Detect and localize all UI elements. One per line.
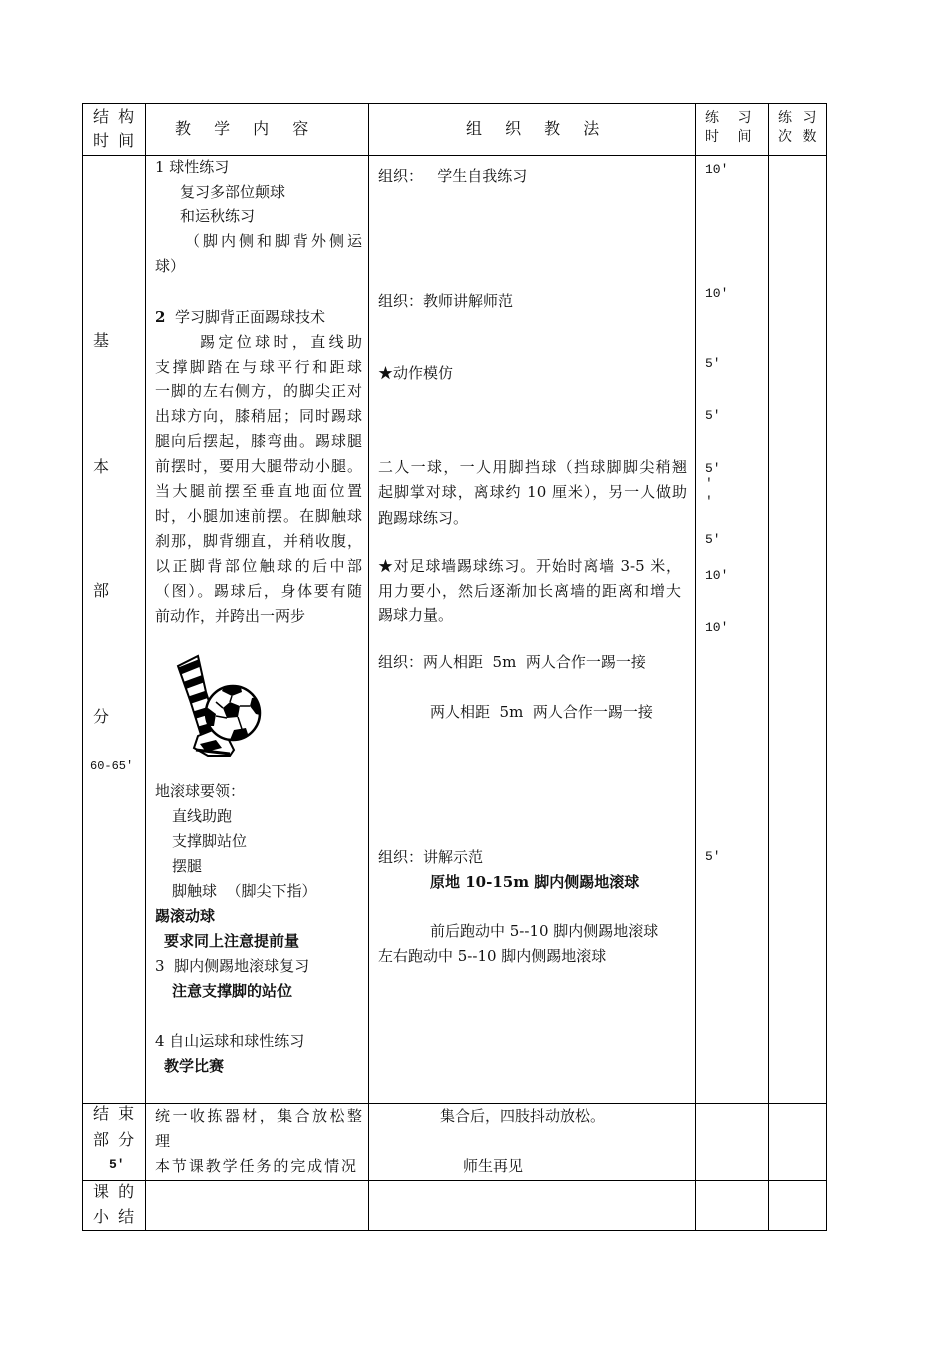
method-line: 组织：教师讲解师范 [378, 292, 514, 310]
row-divider [82, 1103, 826, 1104]
content-line: 球） [155, 257, 186, 275]
content-line: 刹那，脚背绷直，并稍收腹， [155, 532, 362, 550]
content-line: 前摆时，要用大腿带动小腿。 [155, 457, 362, 475]
method-line: 踢球力量。 [378, 606, 454, 624]
header-structure-line: 结 构 [93, 107, 137, 126]
section-char: 基 [93, 331, 110, 350]
content-line: 踢滚动球 [155, 907, 216, 925]
content-line: 4 自山运球和球性练习 [155, 1032, 305, 1050]
method-line: 组织：两人相距 5m 两人合作一踢一接 [378, 653, 646, 671]
header-practice-time-line: 时 间 [705, 129, 759, 145]
content-line: 前动作，并跨出一两步 [155, 607, 306, 625]
column-divider [695, 103, 696, 1230]
practice-time: 5′ [705, 849, 721, 864]
ending-duration: 5′ [109, 1157, 125, 1172]
section-char: 部 [93, 581, 110, 600]
practice-time: 10′ [705, 568, 729, 583]
content-line: 复习多部位颠球 [180, 183, 286, 201]
column-divider [368, 103, 369, 1230]
practice-time: 10′ [705, 620, 729, 635]
content-line: 3 脚内侧踢地滚球复习 [155, 957, 310, 975]
content-line: 脚触球 （脚尖下指） [172, 882, 317, 900]
content-line: 出球方向，膝稍屈；同时踢球 [155, 407, 362, 425]
content-line: 腿向后摆起，膝弯曲。踢球腿 [155, 432, 362, 450]
method-line: ★对足球墙踢球练习。开始时离墙 3-5 米， [378, 557, 681, 575]
practice-time: 5′ [705, 461, 721, 476]
content-line: 以正脚背部位触球的后中部 [155, 557, 362, 575]
content-line: 直线助跑 [172, 807, 233, 825]
method-line: 组织：讲解示范 [378, 848, 484, 866]
practice-time: 5′ [705, 356, 721, 371]
header-structure-line: 时 间 [93, 131, 137, 150]
header-practice-count-line: 次 数 [778, 129, 820, 145]
section-duration: 60-65′ [90, 759, 134, 773]
ending-section-line: 结 束 [93, 1104, 137, 1123]
practice-time: 5′ [705, 532, 721, 547]
practice-time: 10′ [705, 162, 729, 177]
content-line: 要求同上注意提前量 [164, 932, 300, 950]
content-line: 摆腿 [172, 857, 203, 875]
practice-time: ′ [705, 494, 713, 509]
ending-method-line: 集合后，四肢抖动放松。 [440, 1107, 606, 1125]
column-divider [145, 103, 146, 1230]
summary-section-line: 小 结 [93, 1207, 137, 1226]
ending-content-line: 理 [155, 1132, 171, 1150]
content-line: 支撑脚站位 [172, 832, 248, 850]
method-line: ★动作模仿 [378, 364, 454, 382]
method-line: 左右跑动中 5--10 脚内侧踢地滚球 [378, 947, 607, 965]
ending-method-line: 师生再见 [463, 1157, 524, 1175]
content-line: 踢定位球时，直线助 [200, 333, 362, 351]
practice-time: ′ [705, 476, 713, 491]
content-line: 时，小腿加速前摆。在脚触球 [155, 507, 362, 525]
method-line: 两人相距 5m 两人合作一踢一接 [430, 703, 653, 721]
method-line: 组织： 学生自我练习 [378, 167, 528, 185]
content-line: （脚内侧和脚背外侧运 [185, 232, 362, 250]
header-practice-count-line: 练 习 [778, 110, 820, 126]
method-line: 前后跑动中 5--10 脚内侧踢地滚球 [430, 922, 659, 940]
content-line: 当大腿前摆至垂直地面位置 [155, 482, 362, 500]
content-line: （图）。踢球后，身体要有随 [155, 582, 362, 600]
soccer-kick-icon [172, 652, 272, 762]
content-item-heading [155, 307, 325, 327]
method-line: 起脚掌对球，离球约 10 厘米），另一人做助 [378, 483, 687, 501]
ending-content-line: 本节课教学任务的完成情况 [155, 1157, 356, 1175]
row-divider [82, 1180, 826, 1181]
row-divider [82, 155, 826, 156]
content-item-title: 学习脚背正面踢球技术 [165, 308, 325, 326]
ending-section-line: 部 分 [93, 1130, 137, 1149]
content-line: 和运秋练习 [180, 207, 256, 225]
content-item-number: 2 [155, 308, 166, 326]
content-line: 教学比赛 [164, 1057, 225, 1075]
content-line: 一脚的左右侧方，的脚尖正对 [155, 382, 362, 400]
method-line: 二人一球，一人用脚挡球（挡球脚脚尖稍翘 [378, 458, 687, 476]
header-practice-time-line: 练 习 [705, 110, 759, 126]
method-line: 跑踢球练习。 [378, 509, 469, 527]
method-line: 原地 10-15m 脚内侧踢地滚球 [430, 873, 640, 891]
summary-section-line: 课 的 [93, 1182, 137, 1201]
header-content: 教 学 内 容 [175, 119, 318, 138]
header-method: 组 织 教 法 [466, 119, 609, 138]
content-line: 支撑脚踏在与球平行和距球 [155, 358, 362, 376]
practice-time: 5′ [705, 408, 721, 423]
column-divider [768, 103, 769, 1230]
method-line: 用力要小，然后逐渐加长离墙的距离和增大 [378, 582, 681, 600]
content-line: 1 球性练习 [155, 158, 230, 176]
ending-content-line: 统一收拣器材，集合放松整 [155, 1107, 362, 1125]
section-char: 本 [93, 457, 110, 476]
practice-time: 10′ [705, 286, 729, 301]
section-char: 分 [93, 707, 110, 726]
content-line: 注意支撑脚的站位 [172, 982, 293, 1000]
content-line: 地滚球要领： [155, 782, 246, 800]
